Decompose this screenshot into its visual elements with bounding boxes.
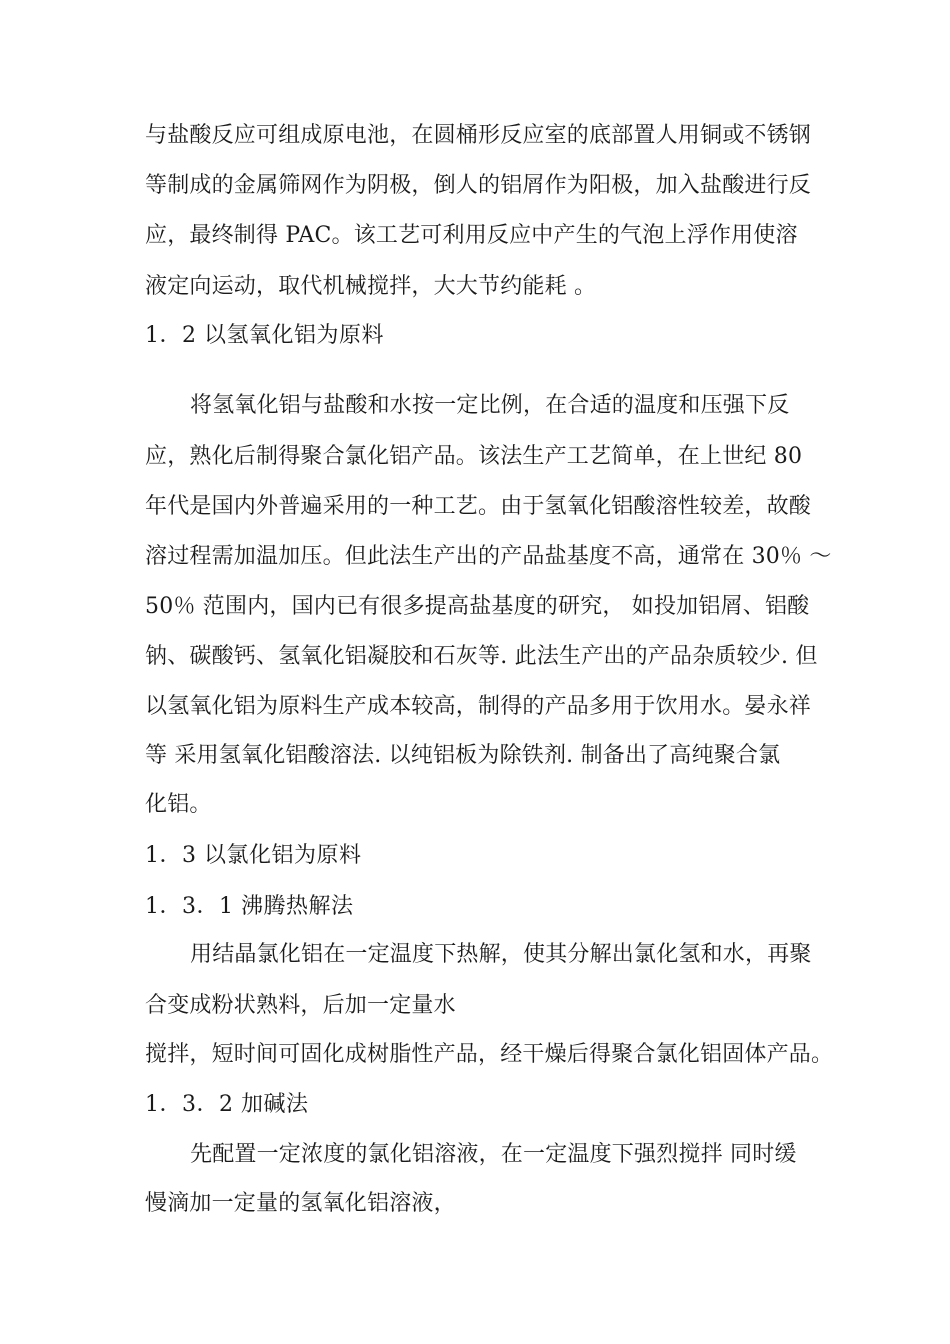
paragraph-line: 用结晶氯化铝在一定温度下热解，使其分解出氯化氢和水，再聚 [190, 942, 812, 967]
paragraph-line: 钠、碳酸钙、氢氧化铝凝胶和石灰等. 此法生产出的产品杂质较少. 但 [145, 644, 818, 669]
paragraph-line: 合变成粉状熟料，后加一定量水 [145, 993, 456, 1018]
paragraph-line: 将氢氧化铝与盐酸和水按一定比例，在合适的温度和压强下反 [190, 393, 790, 418]
paragraph-line: 搅拌，短时间可固化成树脂性产品，经干燥后得聚合氯化铝固体产品。 [145, 1042, 834, 1067]
paragraph-line: 以氢氧化铝为原料生产成本较高，制得的产品多用于饮用水。晏永祥 [145, 694, 812, 719]
paragraph-line: 等 采用氢氧化铝酸溶法. 以纯铝板为除铁剂. 制备出了高纯聚合氯 [145, 743, 781, 768]
paragraph-line: 先配置一定浓度的氯化铝溶液，在一定温度下强烈搅拌 同时缓 [190, 1142, 797, 1167]
paragraph-line: 应，熟化后制得聚合氯化铝产品。该法生产工艺简单，在上世纪 80 [145, 444, 803, 469]
paragraph-line: 溶过程需加温加压。但此法生产出的产品盐基度不高，通常在 30％ ～ [145, 544, 832, 569]
paragraph-line: 等制成的金属筛网作为阴极，倒人的铝屑作为阳极，加入盐酸进行反 [145, 173, 812, 198]
paragraph-line: 慢滴加一定量的氢氧化铝溶液， [145, 1191, 456, 1216]
section-heading: 1．2 以氢氧化铝为原料 [145, 323, 384, 348]
subsection-heading: 1．3．2 加碱法 [145, 1092, 309, 1117]
paragraph-line: 化铝。 [145, 792, 212, 817]
paragraph-line: 液定向运动，取代机械搅拌，大大节约能耗 。 [145, 274, 597, 299]
paragraph-line: 50％ 范围内，国内已有很多提高盐基度的研究， 如投加铝屑、铝酸 [145, 594, 810, 619]
paragraph-line: 应，最终制得 PAC。该工艺可利用反应中产生的气泡上浮作用使溶 [145, 223, 798, 248]
paragraph-line: 年代是国内外普遍采用的一种工艺。由于氢氧化铝酸溶性较差，故酸 [145, 494, 812, 519]
section-heading: 1．3 以氯化铝为原料 [145, 843, 362, 868]
paragraph-line: 与盐酸反应可组成原电池，在圆桶形反应室的底部置人用铜或不锈钢 [145, 123, 812, 148]
subsection-heading: 1．3．1 沸腾热解法 [145, 894, 354, 919]
